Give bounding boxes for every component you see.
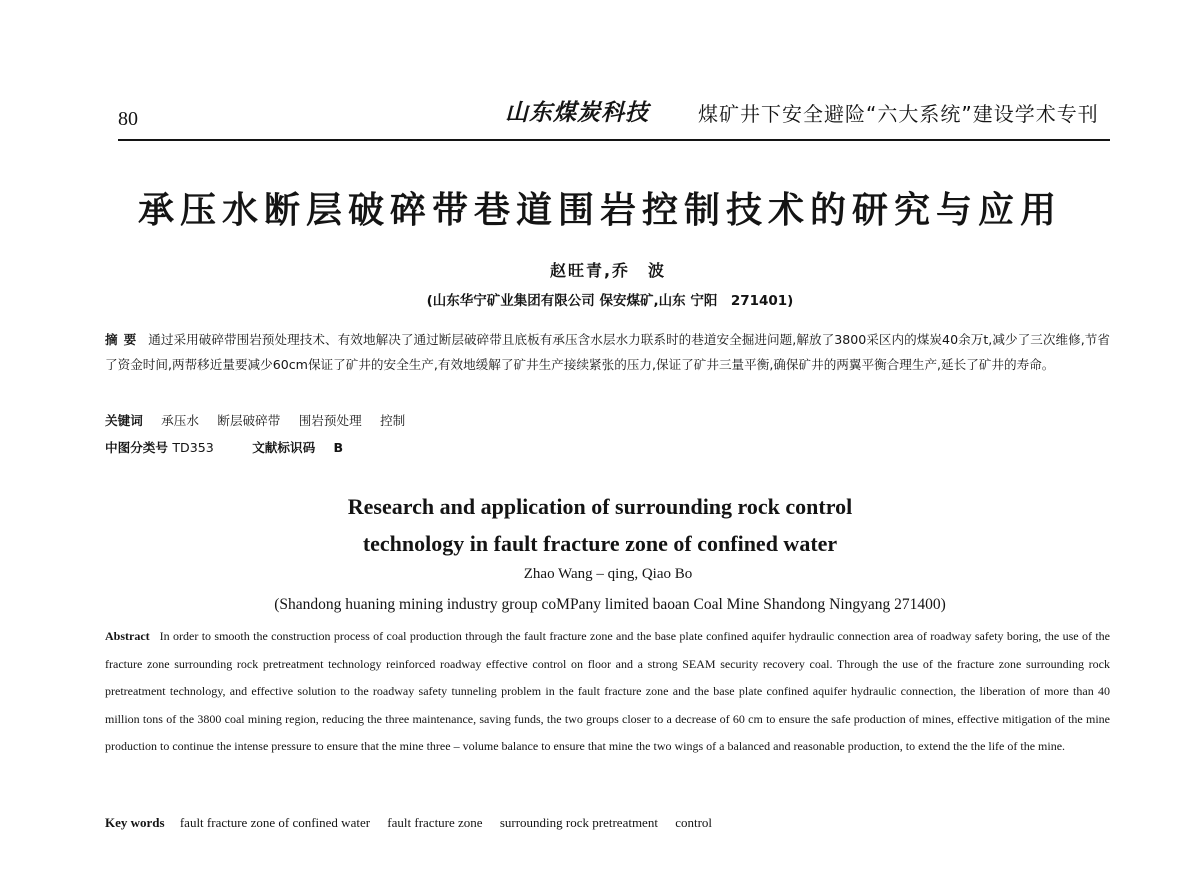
special-issue-title: 煤矿井下安全避险“六大系统”建设学术专刊 (698, 102, 1099, 126)
journal-logo: 山东煤炭科技 (505, 99, 649, 126)
chinese-abstract (105, 327, 1110, 377)
chinese-title: 承压水断层破碎带巷道围岩控制技术的研究与应用 (137, 189, 1062, 231)
chinese-affiliation: (山东华宁矿业集团有限公司 保安煤矿,山东 宁阳 271401) (426, 293, 794, 309)
english-authors: Zhao Wang – qing, Qiao Bo (523, 566, 693, 582)
chinese-authors: 赵旺青,乔 波 (549, 261, 667, 280)
english-keywords-label: Key words (105, 815, 165, 830)
chinese-abstract-label: 摘要 (105, 332, 143, 347)
chinese-keyword: 控制 (380, 413, 406, 428)
english-keyword: fault fracture zone of confined water (179, 815, 371, 830)
english-keyword: surrounding rock pretreatment (499, 815, 658, 830)
english-abstract-text: In order to smooth the construction process of coal production through the fault fracture zone and the base plate confined aquifer hydraulic connection area of roadway safety boring, the use of the fracture zone surrounding rock pretreatment technology reinforced roadway effective control on floor and a strong SEAM security recovery coal. Through the use of the fracture zone surrounding rock pretreatment technology, and effective solution to the roadway safety tunneling problem in the fault fracture zone and the base plate confined aquifer hydraulic connection, the liberation of more than 40 million tons of the 3800 coal mining region, reducing the three maintenance, saving funds, the two groups closer to a decrease of 60 cm to ensure the safe production of mines, effective mitigation of the mine production to continue the intense pressure to ensure that the mine three – volume balance to ensure that mine the two wings of a balanced and reasonable production, to extend the the life of the mine. (105, 629, 1110, 753)
chinese-keyword: 断层破碎带 (217, 413, 281, 428)
english-title-line-2: technology in fault fracture zone of confined water (362, 531, 838, 556)
chinese-abstract-text: 通过采用破碎带围岩预处理技术、有效地解决了通过断层破碎带且底板有承压含水层水力联系时的巷道安全掘进问题,解放了3800采区内的煤炭40余万t,减少了三次维修,节省了资金时间,两帮移近量要减少60cm保证了矿井的安全生产,有效地缓解了矿井生产接续紧张的压力,保证了矿井三量平衡,确保矿井的两翼平衡合理生产,延长了矿井的寿命。 (105, 332, 1111, 372)
chinese-keyword: 围岩预处理 (298, 413, 362, 428)
clc-label: 中图分类号 (105, 440, 168, 455)
clc-value: TD353 (172, 440, 214, 455)
english-abstract-label: Abstract (105, 629, 150, 643)
classification-line (105, 437, 343, 456)
document-code-label: 文献标识码 (252, 440, 316, 455)
chinese-keyword: 承压水 (161, 413, 199, 428)
english-keywords (105, 815, 726, 831)
english-abstract (105, 623, 1110, 761)
chinese-keywords (105, 410, 405, 429)
english-title-line-1: Research and application of surrounding rock control (347, 494, 853, 519)
header-rule (118, 139, 1110, 141)
english-keyword: fault fracture zone (387, 815, 483, 830)
document-code-value: B (333, 440, 344, 455)
chinese-keywords-label: 关键词 (105, 413, 143, 428)
english-affiliation: (Shandong huaning mining industry group coMPany limited baoan Coal Mine Shandong Ningyang 271400) (274, 596, 946, 613)
page-number: 80 (118, 108, 138, 130)
english-keyword: control (675, 815, 713, 830)
